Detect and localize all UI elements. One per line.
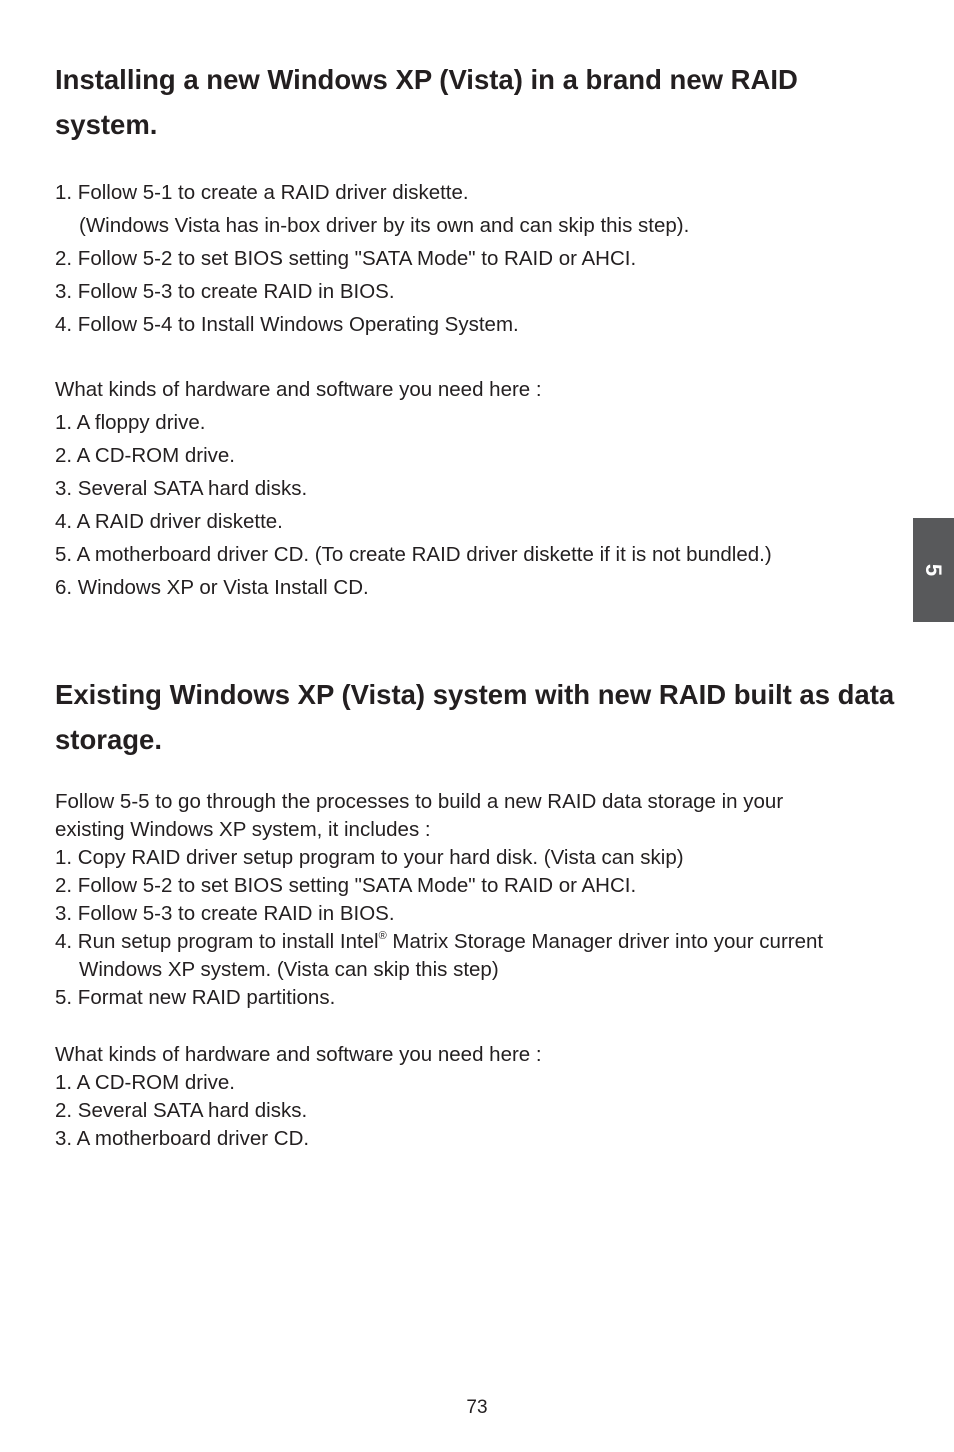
list-item: 4. Follow 5-4 to Install Windows Operating System. (55, 313, 519, 336)
list-item: 3. A motherboard driver CD. (55, 1127, 310, 1150)
list-item: 3. Follow 5-3 to create RAID in BIOS. (55, 280, 395, 303)
list-item: 1. A CD-ROM drive. (55, 1071, 235, 1094)
requirements-list-2 (55, 1041, 542, 1153)
list-item: 3. Follow 5-3 to create RAID in BIOS. (55, 902, 395, 925)
list-item: 2. Several SATA hard disks. (55, 1099, 308, 1122)
list-item: 1. Follow 5-1 to create a RAID driver diskette. (55, 181, 469, 204)
list-item: 3. Several SATA hard disks. (55, 477, 308, 500)
chapter-tab-label: 5 (921, 563, 947, 577)
list-item: 5. A motherboard driver CD. (To create RAID driver diskette if it is not bundled.) (55, 543, 772, 566)
list-item: 2. A CD-ROM drive. (55, 444, 235, 467)
list-item: 6. Windows XP or Vista Install CD. (55, 576, 369, 599)
chapter-tab (913, 518, 954, 622)
intro-text: Follow 5-5 to go through the processes to build a new RAID data storage in your (55, 790, 784, 813)
requirements-intro: What kinds of hardware and software you need here : (55, 378, 542, 401)
section-heading-data-storage: Existing Windows XP (Vista) system with new RAID built as data storage. (55, 679, 895, 755)
requirements-intro: What kinds of hardware and software you need here : (55, 1043, 542, 1066)
list-item: 5. Format new RAID partitions. (55, 986, 336, 1009)
step4-text: 4. Run setup program to install Intel (55, 930, 379, 953)
step4-text-cont: Matrix Storage Manager driver into your current (386, 930, 824, 953)
list-item: 2. Follow 5-2 to set BIOS setting "SATA Mode" to RAID or AHCI. (55, 874, 637, 897)
list-item-note: Windows XP system. (Vista can skip this step) (79, 958, 499, 981)
page-number: 73 (466, 1397, 488, 1418)
install-steps-list (55, 176, 689, 341)
list-item: 1. A floppy drive. (55, 411, 206, 434)
requirements-list (55, 373, 772, 604)
list-item: 2. Follow 5-2 to set BIOS setting "SATA Mode" to RAID or AHCI. (55, 247, 637, 270)
data-storage-steps (55, 788, 823, 1012)
list-item: 4. A RAID driver diskette. (55, 510, 283, 533)
intro-text: existing Windows XP system, it includes : (55, 818, 431, 841)
section-heading-new-raid: Installing a new Windows XP (Vista) in a brand new RAID system. (55, 64, 798, 140)
registered-mark: ® (378, 930, 387, 942)
list-item (55, 928, 823, 956)
list-item: 1. Copy RAID driver setup program to your hard disk. (Vista can skip) (55, 846, 684, 869)
list-item-note: (Windows Vista has in-box driver by its own and can skip this step). (79, 214, 690, 237)
